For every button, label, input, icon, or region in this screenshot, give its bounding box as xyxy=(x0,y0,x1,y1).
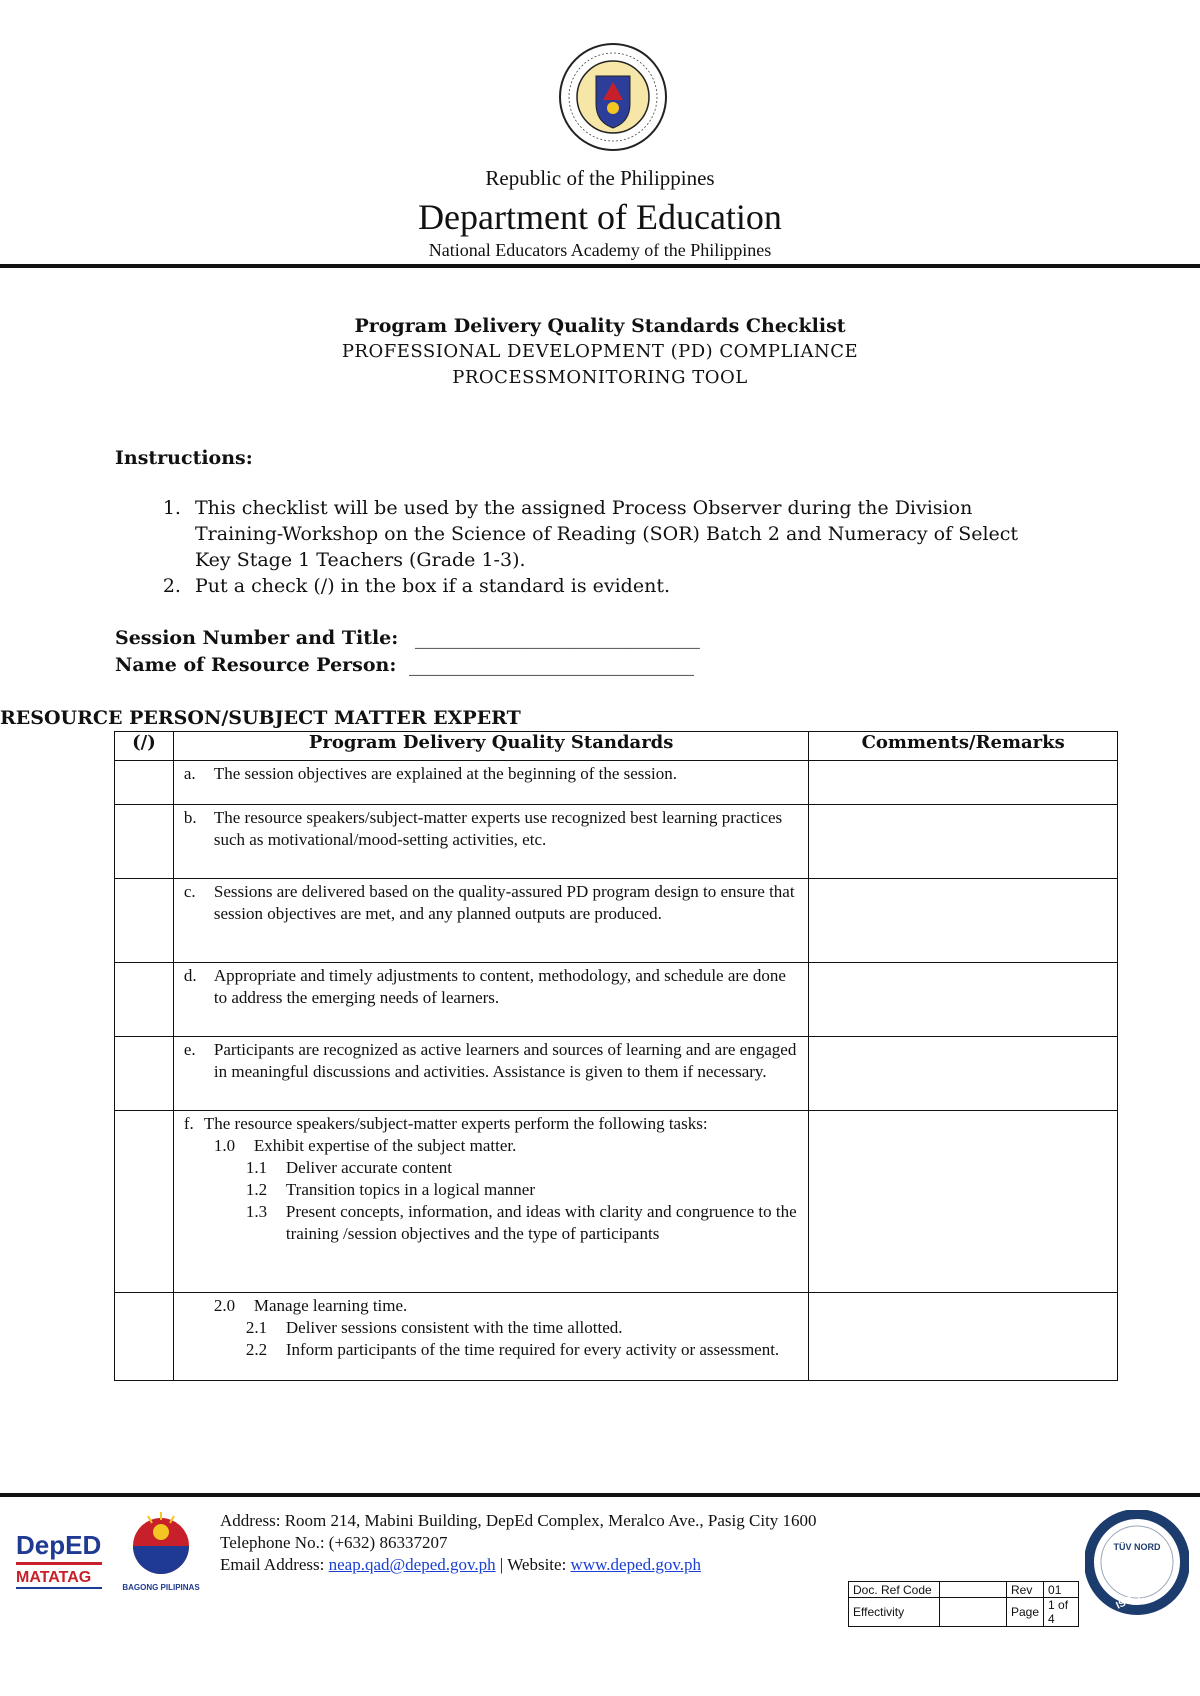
table-row xyxy=(115,761,1118,805)
remarks-cell[interactable] xyxy=(809,1037,1118,1111)
task-text: Manage learning time. xyxy=(253,1296,408,1315)
website-separator: | Website: xyxy=(495,1555,571,1574)
deped-matatag-logo xyxy=(14,1520,104,1596)
standard-text: The session objectives are explained at the beginning of the session. xyxy=(213,764,678,783)
check-box-cell[interactable] xyxy=(115,1037,174,1111)
subtask-text: Present concepts, information, and ideas with clarity and congruence to the training /session objectives and the type of participants xyxy=(285,1202,797,1243)
check-box-cell[interactable] xyxy=(115,1111,174,1293)
check-box-cell[interactable] xyxy=(115,879,174,963)
table-row xyxy=(115,1293,1118,1381)
subtask-number: 1.3 xyxy=(245,1202,268,1221)
subtask-number: 2.1 xyxy=(245,1318,268,1337)
document-subtitle-1: PROFESSIONAL DEVELOPMENT (PD) COMPLIANCE xyxy=(341,341,859,362)
standards-column-header: Program Delivery Quality Standards xyxy=(173,732,808,761)
page-value: 1 of 4 xyxy=(1044,1598,1079,1627)
doc-ref-label: Doc. Ref Code xyxy=(849,1582,940,1598)
subtask-number: 1.1 xyxy=(245,1158,268,1177)
document-subtitle-2: PROCESSMONITORING TOOL xyxy=(452,367,748,388)
resource-person-field xyxy=(115,654,694,676)
document-title: Program Delivery Quality Standards Checklist xyxy=(354,315,846,337)
footer-divider xyxy=(0,1493,1200,1497)
item-marker: d. xyxy=(183,966,197,985)
item-marker: e. xyxy=(183,1040,196,1059)
subtask-text: Deliver sessions consistent with the time allotted. xyxy=(285,1318,623,1337)
iso-certification-logo xyxy=(1085,1510,1189,1622)
effectivity-value xyxy=(940,1598,1007,1627)
session-label: Session Number and Title: xyxy=(115,627,399,649)
check-column-header: (/) xyxy=(115,732,174,761)
table-header-row xyxy=(115,732,1118,761)
subtask-text: Deliver accurate content xyxy=(285,1158,452,1177)
email-website-line xyxy=(220,1554,817,1576)
telephone-line: Telephone No.: (+632) 86337207 xyxy=(220,1533,448,1552)
standard-cell xyxy=(173,761,808,805)
document-control-table xyxy=(848,1581,1079,1627)
standard-text: The resource speakers/subject-matter experts perform the following tasks: xyxy=(203,1114,708,1133)
standard-text: Participants are recognized as active learners and sources of learning and are engaged in meaningful discussions and activities. Assistance is given to them if necessary. xyxy=(213,1040,797,1081)
table-row xyxy=(115,805,1118,879)
remarks-cell[interactable] xyxy=(809,1293,1118,1381)
matatag-logo-text: MATATAG xyxy=(16,1569,92,1586)
email-link[interactable]: neap.qad@deped.gov.ph xyxy=(328,1555,496,1574)
page-label: Page xyxy=(1007,1598,1044,1627)
website-link[interactable]: www.deped.gov.ph xyxy=(570,1555,702,1574)
bagong-pilipinas-text: BAGONG PILIPINAS xyxy=(122,1583,200,1592)
email-label: Email Address: xyxy=(220,1555,329,1574)
session-blank[interactable]: ______________________________ xyxy=(414,627,700,649)
standard-cell xyxy=(173,963,808,1037)
department-name: Department of Education xyxy=(418,197,782,237)
item-marker: c. xyxy=(183,882,196,901)
task-number: 2.0 xyxy=(213,1296,236,1315)
item-marker: b. xyxy=(183,808,197,827)
remarks-cell[interactable] xyxy=(809,761,1118,805)
header-divider xyxy=(0,264,1200,268)
check-box-cell[interactable] xyxy=(115,805,174,879)
instructions-heading: Instructions: xyxy=(115,447,253,469)
remarks-cell[interactable] xyxy=(809,879,1118,963)
deped-seal-logo xyxy=(558,42,668,152)
subtask-number: 2.2 xyxy=(245,1340,268,1359)
academy-name: National Educators Academy of the Philippines xyxy=(428,240,772,260)
standard-text: Sessions are delivered based on the quality-assured PD program design to ensure that session objectives are met, and any planned outputs are produced. xyxy=(213,882,795,923)
item-marker: a. xyxy=(183,764,196,783)
standards-table xyxy=(114,731,1118,1381)
item-marker: f. xyxy=(183,1114,194,1133)
remarks-cell[interactable] xyxy=(809,1111,1118,1293)
table-row xyxy=(115,1037,1118,1111)
address-line: Address: Room 214, Mabini Building, DepEd Complex, Meralco Ave., Pasig City 1600 xyxy=(220,1511,817,1530)
republic-text: Republic of the Philippines xyxy=(485,166,715,190)
instructions-list xyxy=(115,495,1047,599)
rev-label: Rev xyxy=(1007,1582,1044,1598)
instruction-item: 2. Put a check (/) in the box if a standard is evident. xyxy=(187,573,1047,599)
deped-logo-text: DepED xyxy=(16,1530,102,1560)
session-field xyxy=(115,627,700,649)
standard-cell xyxy=(173,879,808,963)
bagong-pilipinas-logo xyxy=(118,1508,204,1596)
effectivity-label: Effectivity xyxy=(849,1598,940,1627)
rev-value: 01 xyxy=(1044,1582,1079,1598)
standard-cell xyxy=(173,1037,808,1111)
subtask-number: 1.2 xyxy=(245,1180,268,1199)
remarks-cell[interactable] xyxy=(809,963,1118,1037)
task-number: 1.0 xyxy=(213,1136,236,1155)
doc-ref-value xyxy=(940,1582,1007,1598)
standard-cell xyxy=(173,1293,808,1381)
tuv-text: TÜV NORD xyxy=(1113,1542,1161,1552)
standard-cell xyxy=(173,1111,808,1293)
subtask-text: Inform participants of the time required for every activity or assessment. xyxy=(285,1340,780,1359)
check-box-cell[interactable] xyxy=(115,761,174,805)
instruction-item: 1. This checklist will be used by the assigned Process Observer during the Division Training-Workshop on the Science of Reading (SOR) Batch 2 and Numeracy of Select Key Stage 1 Teachers (Grade 1-3). xyxy=(187,495,1047,573)
remarks-cell[interactable] xyxy=(809,805,1118,879)
subtask-text: Transition topics in a logical manner xyxy=(285,1180,536,1199)
check-box-cell[interactable] xyxy=(115,1293,174,1381)
iso-text: ISO 9001 xyxy=(1114,1583,1158,1612)
footer-contact xyxy=(220,1510,817,1576)
check-box-cell[interactable] xyxy=(115,963,174,1037)
remarks-column-header: Comments/Remarks xyxy=(809,732,1118,761)
resource-person-label: Name of Resource Person: xyxy=(115,654,397,676)
section-heading: RESOURCE PERSON/SUBJECT MATTER EXPERT xyxy=(0,707,521,729)
table-row xyxy=(115,1111,1118,1293)
table-row xyxy=(115,879,1118,963)
resource-person-blank[interactable]: ______________________________ xyxy=(409,654,694,676)
standard-cell xyxy=(173,805,808,879)
task-text: Exhibit expertise of the subject matter. xyxy=(253,1136,517,1155)
standard-text: Appropriate and timely adjustments to content, methodology, and schedule are done to address the emerging needs of learners. xyxy=(213,966,786,1007)
table-row xyxy=(115,963,1118,1037)
standard-text: The resource speakers/subject-matter experts use recognized best learning practices such as motivational/mood-setting activities, etc. xyxy=(213,808,783,849)
